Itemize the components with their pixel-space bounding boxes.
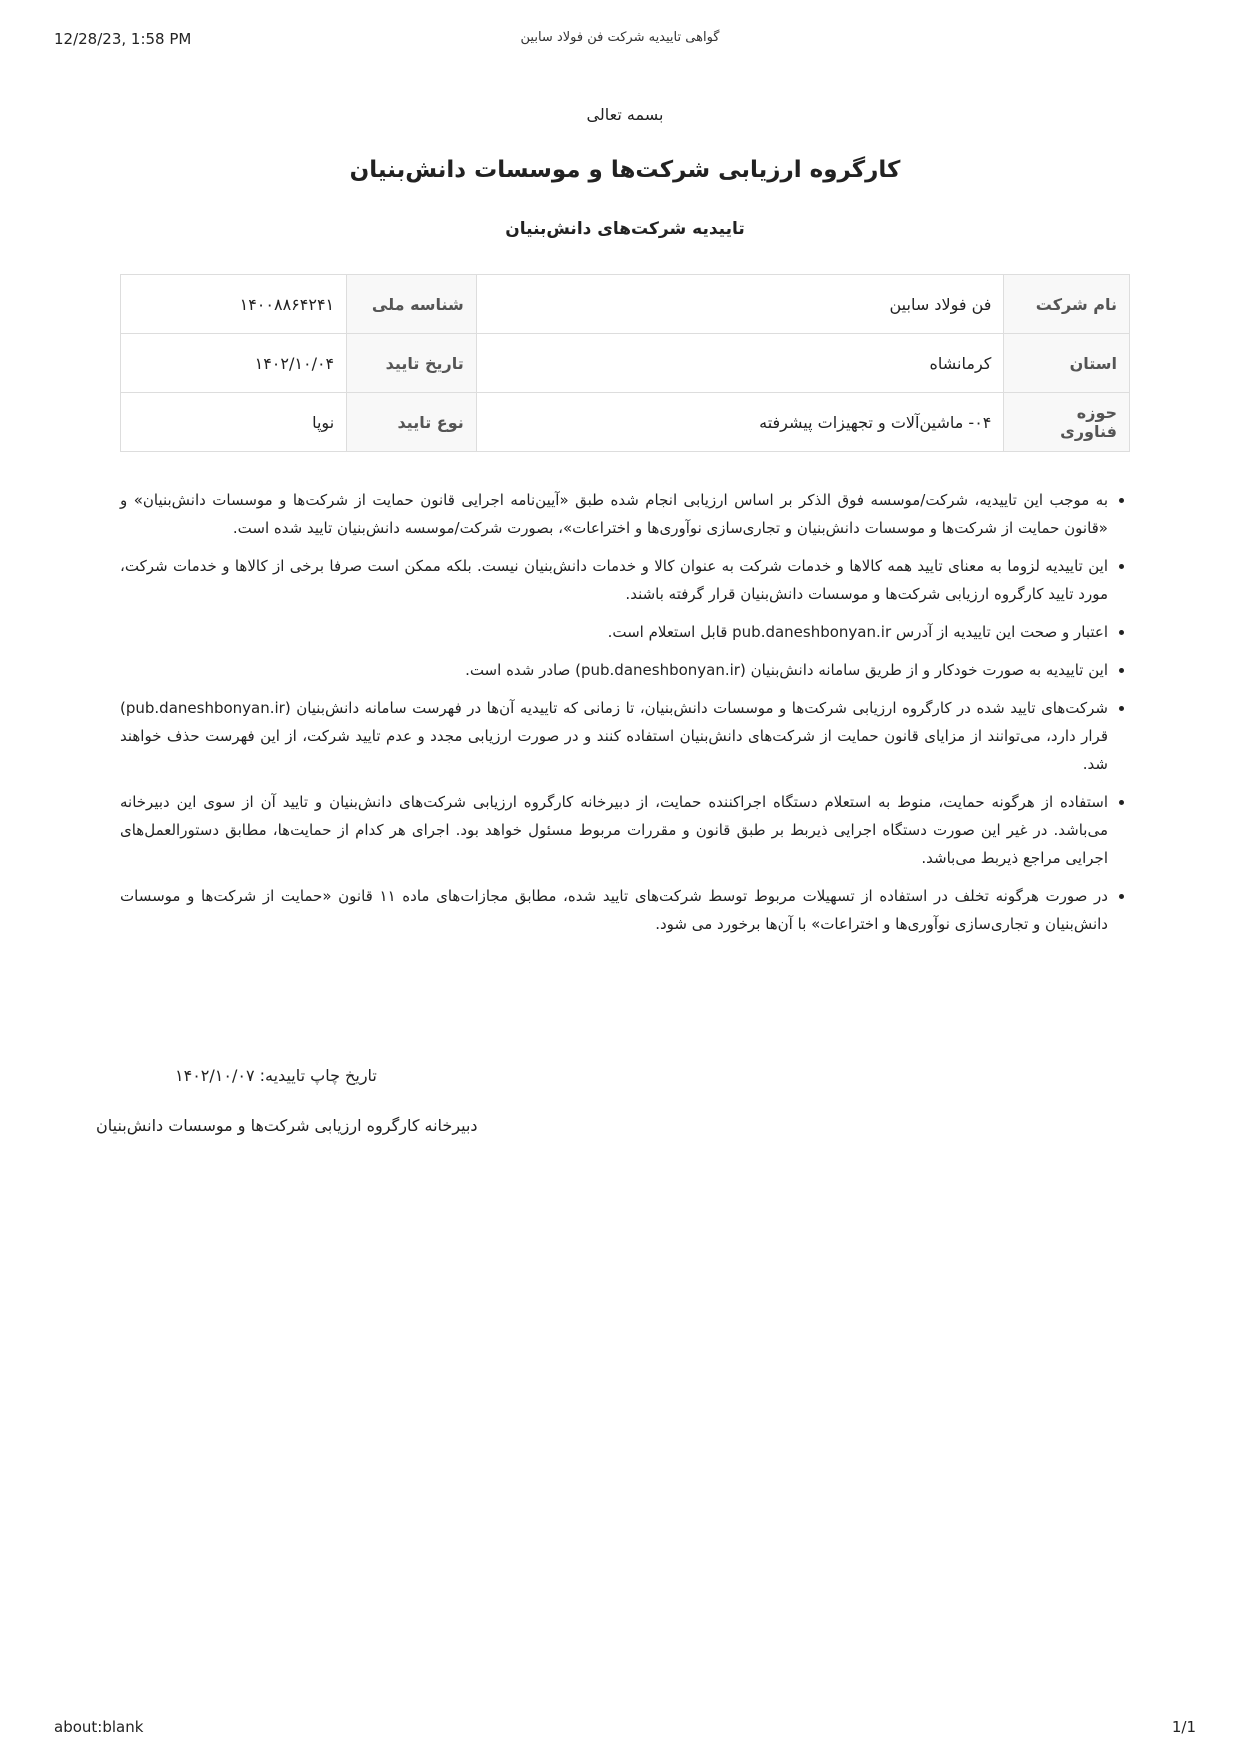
list-item: • این تاییدیه لزوما به معنای تایید همه کالاها و خدمات شرکت به عنوان کالا و خدمات دانش‌بنیان نیست. بلکه ممکن است صرفا برخی از کالاها و خدمات شرکت، مورد تایید کارگروه ارزیابی شرکت‌ها و موسسات دانش‌بنیان قرار گرفته باشند. [120,552,1108,608]
province-label: استان [1004,334,1130,393]
document-subtitle: تاییدیه شرکت‌های دانش‌بنیان [505,219,745,239]
document-body [120,100,1130,948]
list-item: • استفاده از هرگونه حمایت، منوط به استعلام دستگاه اجراکننده حمایت، از دبیرخانه کارگروه ارزیابی شرکت‌های دانش‌بنیان و تایید آن از سوی این دبیرخانه می‌باشد. در غیر این صورت دستگاه اجرایی ذیربط بر طبق قانون و مقررات مربوط مسئول خواهد بود. اجرای هر کدام از حمایت‌ها، مطابق دستورالعمل‌های اجرایی مراجع ذیربط می‌باشد. [120,788,1108,872]
table-row [121,393,1130,452]
national-id-value: ۱۴۰۰۸۸۶۴۲۴۱ [121,275,347,334]
approval-date-label: تاریخ تایید [347,334,477,393]
company-name-value: فن فولاد سابین [476,275,1004,334]
document-title: کارگروه ارزیابی شرکت‌ها و موسسات دانش‌بنیان [349,157,901,183]
list-item: • این تاییدیه به صورت خودکار و از طریق سامانه دانش‌بنیان (pub.daneshbonyan.ir) صادر شده است. [120,656,1108,684]
table-row [121,334,1130,393]
approval-type-label: نوع تایید [347,393,477,452]
print-date-line: تاریخ چاپ تاییدیه: ۱۴۰۲/۱۰/۰۷ [175,1066,377,1085]
approval-date-value: ۱۴۰۲/۱۰/۰۴ [121,334,347,393]
company-name-label: نام شرکت [1004,275,1130,334]
table-row [121,275,1130,334]
list-item: • اعتبار و صحت این تاییدیه از آدرس pub.daneshbonyan.ir قابل استعلام است. [120,618,1108,646]
tech-field-label: حوزه فناوری [1004,393,1130,452]
approval-type-value: نوپا [121,393,347,452]
company-info-table [120,274,1130,452]
basmala: بسمه تعالی [586,105,664,124]
tech-field-value: ۰۴- ماشین‌آلات و تجهیزات پیشرفته [476,393,1004,452]
list-item: • در صورت هرگونه تخلف در استفاده از تسهیلات مربوط توسط شرکت‌های تایید شده، مطابق مجازات‌های ماده ۱۱ قانون «حمایت از شرکت‌ها و موسسات دانش‌بنیان و تجاری‌سازی نوآوری‌ها و اختراعات» با آن‌ها برخورد می شود. [120,882,1108,938]
print-footer-url: about:blank [54,1718,144,1736]
print-footer-page-count: 1/1 [1171,1718,1196,1736]
list-item: • به موجب این تاییدیه، شرکت/موسسه فوق الذکر بر اساس ارزیابی انجام شده طبق «آیین‌نامه اجرایی قانون حمایت از شرکت‌ها و موسسات دانش‌بنیان» و «قانون حمایت از شرکت‌ها و موسسات دانش‌بنیان و تجاری‌سازی نوآوری‌ها و اختراعات»، بصورت شرکت/موسسه دانش‌بنیان تایید شده است. [120,486,1108,542]
list-item: • شرکت‌های تایید شده در کارگروه ارزیابی شرکت‌ها و موسسات دانش‌بنیان، تا زمانی که تاییدیه آن‌ها در فهرست سامانه دانش‌بنیان (pub.daneshbonyan.ir) قرار دارد، می‌توانند از مزایای قانون حمایت از شرکت‌های دانش‌بنیان استفاده کنند و در صورت ارزیابی مجدد و عدم تایید شرکت، از این فهرست حذف خواهند شد. [120,694,1108,778]
print-header-page-title: گواهی تاییدیه شرکت فن فولاد سابین [520,30,720,45]
province-value: کرمانشاه [476,334,1004,393]
notes-list [120,486,1130,938]
print-header-datetime: 12/28/23, 1:58 PM [54,30,192,48]
national-id-label: شناسه ملی [347,275,477,334]
secretariat-signature: دبیرخانه کارگروه ارزیابی شرکت‌ها و موسسات دانش‌بنیان [96,1116,478,1135]
